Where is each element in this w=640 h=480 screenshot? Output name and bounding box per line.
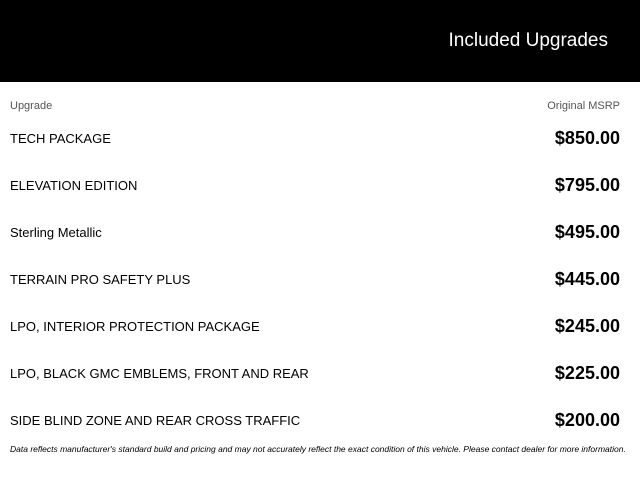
upgrade-name: ELEVATION EDITION [10, 178, 138, 193]
list-item [0, 116, 640, 163]
upgrade-name: TERRAIN PRO SAFETY PLUS [10, 272, 191, 287]
upgrade-name: Sterling Metallic [10, 225, 102, 240]
column-header-upgrade: Upgrade [10, 100, 53, 112]
header-banner [0, 0, 640, 82]
list-item [0, 257, 640, 304]
upgrade-price: $795.00 [554, 175, 620, 195]
list-item [0, 210, 640, 257]
list-item [0, 163, 640, 210]
upgrade-price: $445.00 [554, 269, 620, 289]
upgrade-price: $850.00 [554, 128, 620, 148]
list-item [0, 398, 640, 445]
upgrade-price: $225.00 [554, 363, 620, 383]
upgrade-name: SIDE BLIND ZONE AND REAR CROSS TRAFFIC [10, 413, 301, 428]
upgrade-price: $200.00 [554, 410, 620, 430]
upgrade-name: LPO, INTERIOR PROTECTION PACKAGE [10, 319, 260, 334]
upgrade-name: TECH PACKAGE [10, 131, 111, 146]
upgrade-name: LPO, BLACK GMC EMBLEMS, FRONT AND REAR [10, 366, 309, 381]
list-item [0, 351, 640, 398]
disclaimer-text: Data reflects manufacturer's standard build and pricing and may not accurately reflect the exact condition of this vehicle. Please contact dealer for more information. [10, 444, 626, 454]
upgrades-list [0, 116, 640, 445]
page-title: Included Upgrades [448, 30, 608, 51]
upgrade-price: $495.00 [554, 222, 620, 242]
column-header-msrp: Original MSRP [547, 100, 620, 112]
upgrade-price: $245.00 [554, 316, 620, 336]
list-item [0, 304, 640, 351]
